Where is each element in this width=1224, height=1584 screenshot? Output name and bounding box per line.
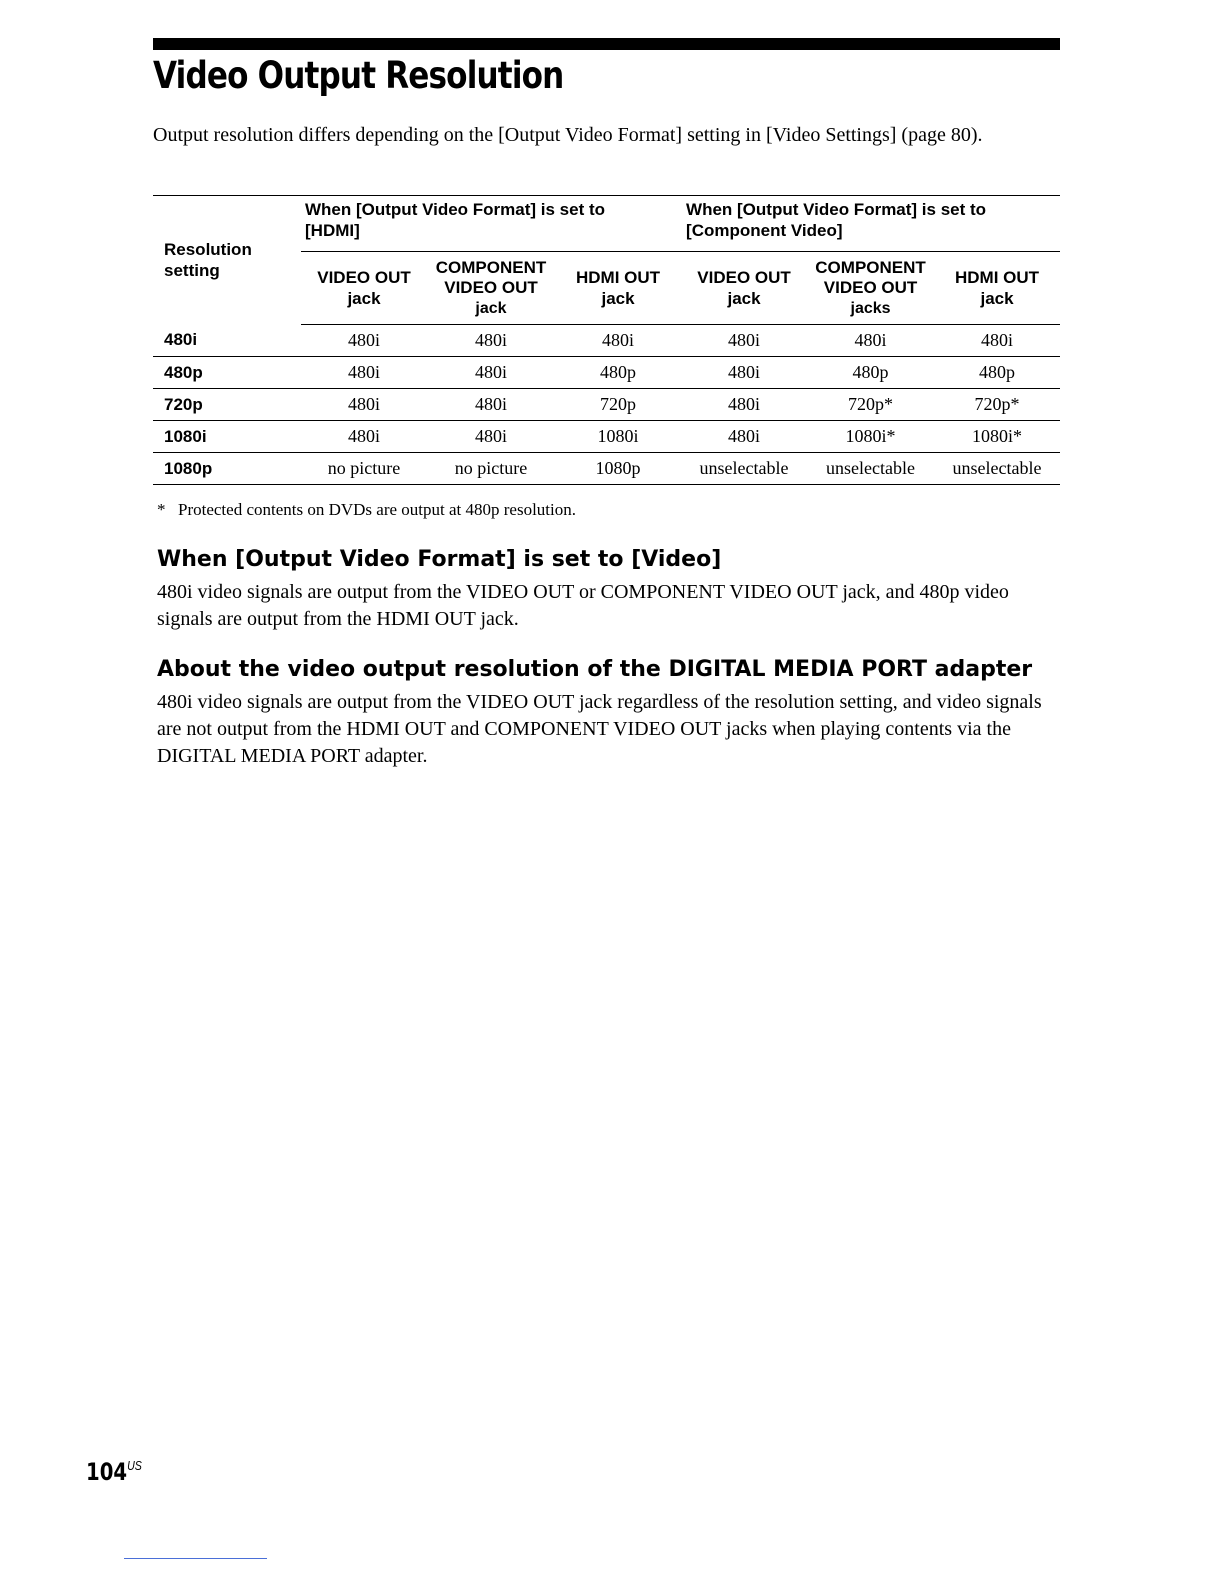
table-cell: 480i: [807, 325, 934, 357]
table-cell: no picture: [427, 453, 555, 485]
footnote-mark: *: [157, 500, 166, 519]
table-cell: 480i: [427, 325, 555, 357]
column-header: VIDEO OUT jack: [681, 252, 807, 325]
table-cell: 480i: [301, 357, 427, 389]
group-header-component: When [Output Video Format] is set to [Component Video]: [681, 196, 1060, 252]
footnote-text: Protected contents on DVDs are output at 480p resolution.: [178, 500, 577, 519]
table-cell: 480i: [681, 421, 807, 453]
row-label: 480p: [153, 357, 301, 389]
intro-paragraph: Output resolution differs depending on the [Output Video Format] setting in [Video Settings] (page 80).: [153, 124, 983, 146]
resolution-setting-header: Resolution setting: [164, 240, 252, 281]
table-row: [153, 389, 1060, 421]
table-cell: 480p: [555, 357, 681, 389]
page-number: $104^{US}$: [86, 1458, 142, 1486]
table-row: [153, 453, 1060, 485]
page-title: Video Output Resolution: [153, 54, 564, 97]
page-number-suffix: US: [127, 1458, 142, 1473]
table-cell: 1080p: [555, 453, 681, 485]
row-label: 1080i: [153, 421, 301, 453]
table-cell: 480i: [301, 325, 427, 357]
row-label: 1080p: [153, 453, 301, 485]
column-header: VIDEO OUT jack: [301, 252, 427, 325]
column-header: HDMI OUT jack: [555, 252, 681, 325]
resolution-table: [153, 195, 1060, 485]
row-label: 480i: [153, 325, 301, 357]
table-cell: 480i: [301, 421, 427, 453]
table-cell: 480i: [934, 325, 1060, 357]
table-cell: 1080i: [555, 421, 681, 453]
section-body-dmport: 480i video signals are output from the VIDEO OUT jack regardless of the resolution setting, and video signals are not output from the HDMI OUT and COMPONENT VIDEO OUT jacks when playing contents via the DIGITAL MEDIA PORT adapter.: [157, 691, 1042, 767]
table-cell: 1080i*: [934, 421, 1060, 453]
table-cell: 480i: [427, 357, 555, 389]
table-cell: 480i: [301, 389, 427, 421]
table-cell: 720p*: [934, 389, 1060, 421]
row-label: 720p: [153, 389, 301, 421]
table-cell: unselectable: [681, 453, 807, 485]
table-cell: 480i: [681, 389, 807, 421]
footnote: [157, 500, 576, 520]
table-row: [153, 421, 1060, 453]
table-cell: unselectable: [934, 453, 1060, 485]
table-cell: 480p: [934, 357, 1060, 389]
group-header-hdmi: When [Output Video Format] is set to [HDMI]: [301, 196, 681, 252]
table-cell: unselectable: [807, 453, 934, 485]
title-rule: [153, 38, 1060, 50]
table-cell: 720p: [555, 389, 681, 421]
column-header: HDMI OUT jack: [934, 252, 1060, 325]
section-heading-dmport: About the video output resolution of the DIGITAL MEDIA PORT adapter: [157, 657, 1033, 682]
table-cell: 480i: [427, 421, 555, 453]
section-heading-video: When [Output Video Format] is set to [Video]: [157, 547, 722, 572]
column-header: COMPONENT VIDEO OUT jacks: [807, 252, 934, 325]
section-body-video: 480i video signals are output from the VIDEO OUT or COMPONENT VIDEO OUT jack, and 480p video signals are output from the HDMI OUT jack.: [157, 581, 1009, 630]
table-row: [153, 325, 1060, 357]
table-cell: 480i: [681, 325, 807, 357]
table-row: [153, 357, 1060, 389]
table-cell: 480p: [807, 357, 934, 389]
table-cell: 480i: [427, 389, 555, 421]
bottom-divider: [124, 1558, 267, 1559]
table-cell: 720p*: [807, 389, 934, 421]
table-cell: 1080i*: [807, 421, 934, 453]
table-cell: 480i: [555, 325, 681, 357]
column-header: COMPONENT VIDEO OUT jack: [427, 252, 555, 325]
table-cell: no picture: [301, 453, 427, 485]
table-cell: 480i: [681, 357, 807, 389]
